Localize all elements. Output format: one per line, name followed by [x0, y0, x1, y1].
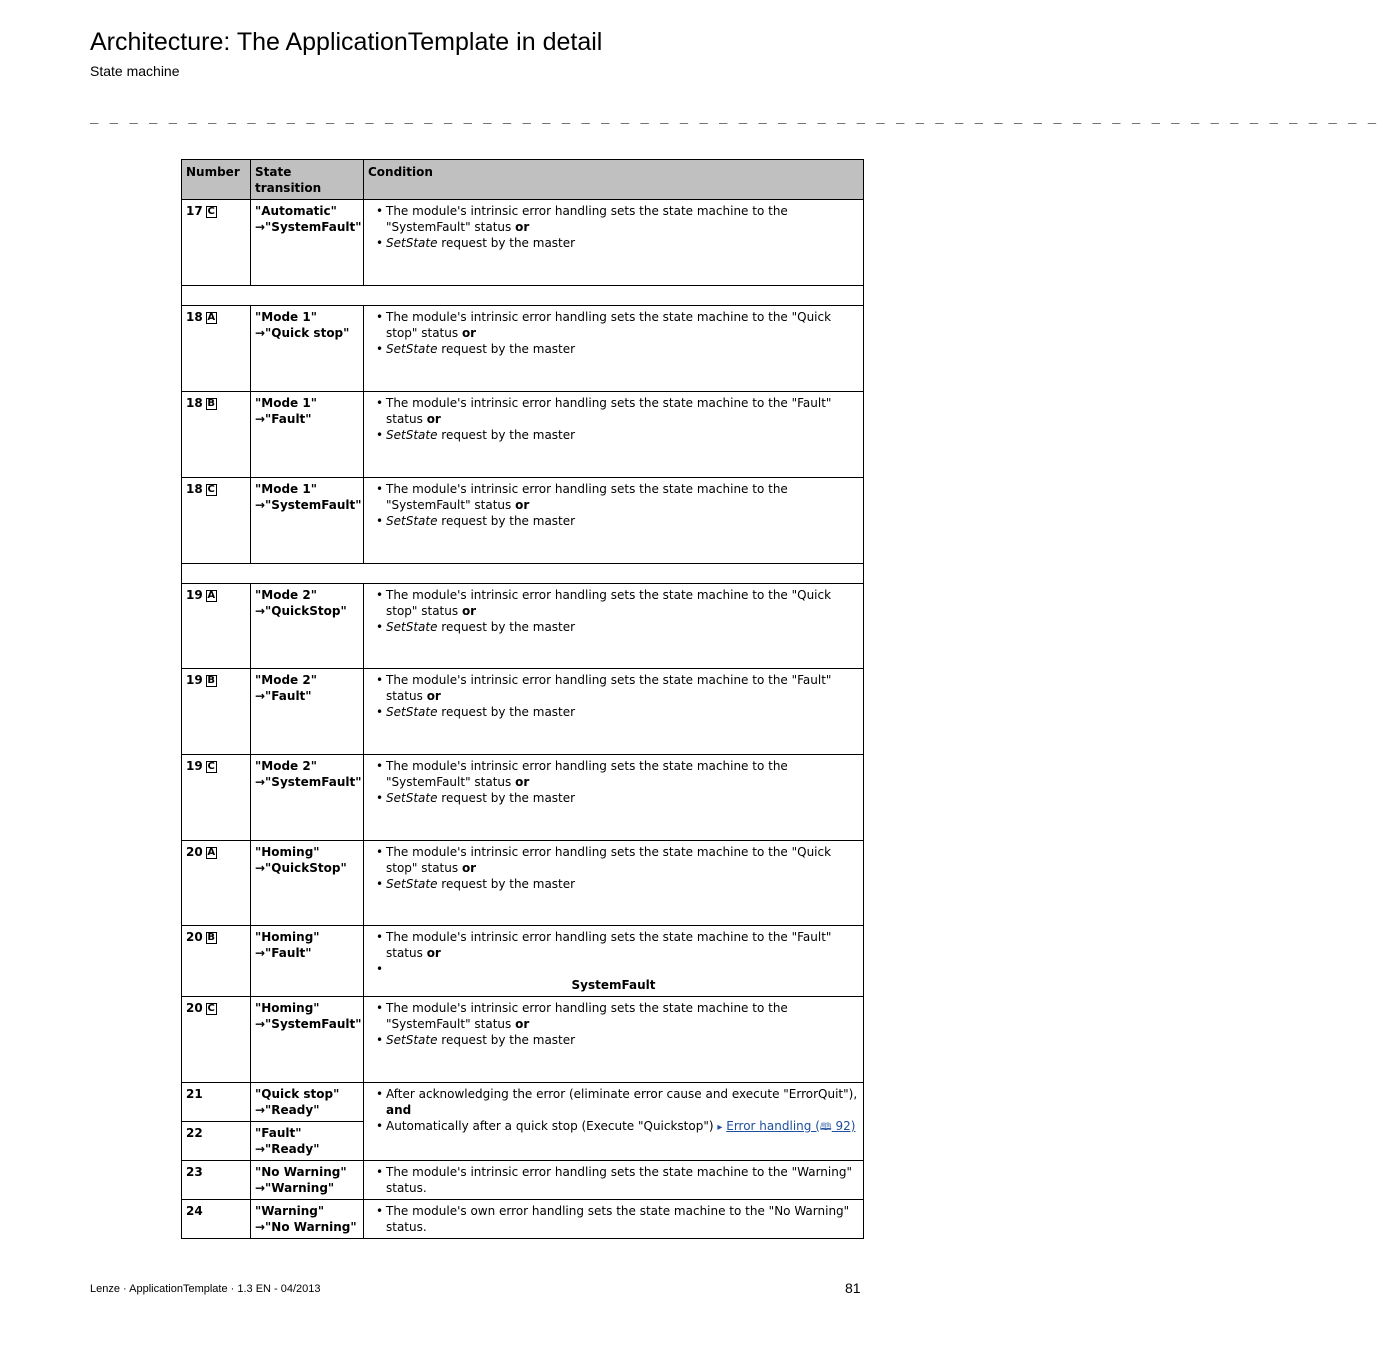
row-condition — [364, 306, 864, 392]
list-item — [386, 961, 859, 977]
list-item: • The module's intrinsic error handling sets the state machine to the "Quick stop" status or — [386, 844, 859, 876]
footer-text: Lenze · ApplicationTemplate · 1.3 EN - 04/2013 — [90, 1283, 321, 1295]
list-item: • After acknowledging the error (eliminate error cause and execute "ErrorQuit"), and — [386, 1086, 859, 1118]
table-row — [182, 926, 864, 997]
row-number: 23 — [182, 1161, 251, 1200]
row-condition — [364, 584, 864, 669]
variant-box: C — [207, 484, 215, 495]
row-number: 18 B — [182, 392, 251, 478]
row-transition: "Warning" →"No Warning" — [251, 1200, 364, 1239]
header-state-transition: State transition — [251, 160, 364, 200]
row-transition: "Mode 2" →"QuickStop" — [251, 584, 364, 669]
variant-box: C — [207, 761, 215, 772]
table-row — [182, 584, 864, 669]
variant-box: B — [207, 932, 216, 943]
row-condition — [364, 1083, 864, 1161]
table-row — [182, 306, 864, 392]
variant-box: A — [207, 590, 216, 601]
variant-box: A — [207, 847, 216, 858]
row-condition — [364, 1200, 864, 1239]
list-item: • SetState request by the master — [386, 1032, 859, 1048]
row-transition: "Automatic" →"SystemFault" — [251, 200, 364, 286]
row-condition — [364, 926, 864, 997]
page-reference-link[interactable]: 92) — [831, 1119, 856, 1133]
row-condition — [364, 669, 864, 755]
list-item: • The module's intrinsic error handling sets the state machine to the "SystemFault" status or — [386, 481, 859, 513]
table-row — [182, 841, 864, 926]
list-item: • The module's own error handling sets the state machine to the "No Warning" status. — [386, 1203, 859, 1235]
row-transition: "Mode 1" →"Quick stop" — [251, 306, 364, 392]
list-item: • SetState request by the master — [386, 790, 859, 806]
list-item: • The module's intrinsic error handling sets the state machine to the "SystemFault" status or — [386, 1000, 859, 1032]
table-header-row — [182, 160, 864, 200]
row-number: 22 — [182, 1122, 251, 1161]
row-number: 20 A — [182, 841, 251, 926]
row-condition — [364, 1161, 864, 1200]
table-row — [182, 1200, 864, 1239]
table-row — [182, 392, 864, 478]
list-item: • SetState request by the master — [386, 235, 859, 251]
row-transition: "Fault" →"Ready" — [251, 1122, 364, 1161]
row-number: 20 C — [182, 997, 251, 1083]
list-item: • Automatically after a quick stop (Execute "Quickstop") ▸ Error handling (🕮 92) — [386, 1118, 859, 1136]
list-item: • The module's intrinsic error handling sets the state machine to the "Fault" status or — [386, 929, 859, 961]
row-transition: "Mode 1" →"Fault" — [251, 392, 364, 478]
row-transition: "Mode 1" →"SystemFault" — [251, 478, 364, 564]
list-item: • SetState request by the master — [386, 427, 859, 443]
list-item: • The module's intrinsic error handling sets the state machine to the "SystemFault" status or — [386, 203, 859, 235]
spacer-row — [182, 564, 864, 584]
row-number: 20 B — [182, 926, 251, 997]
variant-box: C — [207, 1003, 215, 1014]
row-condition — [364, 997, 864, 1083]
row-transition: "Homing" →"SystemFault" — [251, 997, 364, 1083]
row-transition: "Quick stop" →"Ready" — [251, 1083, 364, 1122]
row-number: 24 — [182, 1200, 251, 1239]
row-transition: "No Warning" →"Warning" — [251, 1161, 364, 1200]
row-transition: "Homing" →"Fault" — [251, 926, 364, 997]
list-item: • The module's intrinsic error handling sets the state machine to the "Quick stop" status or — [386, 309, 859, 341]
row-condition — [364, 478, 864, 564]
row-number: 21 — [182, 1083, 251, 1122]
table-row — [182, 669, 864, 755]
row-transition: "Mode 2" →"Fault" — [251, 669, 364, 755]
row-condition — [364, 200, 864, 286]
table-row — [182, 1161, 864, 1200]
header-number: Number — [182, 160, 251, 200]
spacer-row — [182, 286, 864, 306]
list-item: • The module's intrinsic error handling sets the state machine to the "Fault" status or — [386, 395, 859, 427]
row-condition — [364, 841, 864, 926]
list-item: • The module's intrinsic error handling sets the state machine to the "Fault" status or — [386, 672, 859, 704]
dashed-divider: _ _ _ _ _ _ _ _ _ _ _ _ _ _ _ _ _ _ _ _ _ _ _ _ _ _ _ _ _ _ _ _ _ _ _ _ _ _ _ _ _ _ _ _ _ _ _ _ _ _ _ _ _ _ _ _ _ _ _ _ _ _ _ _ _ _ — [90, 108, 1378, 124]
variant-box: C — [207, 206, 215, 217]
row-condition — [364, 755, 864, 841]
variant-box: B — [207, 675, 216, 686]
row-transition: "Homing" →"QuickStop" — [251, 841, 364, 926]
row-number: 19 C — [182, 755, 251, 841]
list-item: • SetState request by the master — [386, 876, 859, 892]
list-item: • SetState request by the master — [386, 704, 859, 720]
row-number: 19 A — [182, 584, 251, 669]
row-number: 18 C — [182, 478, 251, 564]
book-icon: 🕮 — [819, 1122, 832, 1133]
row-condition — [364, 392, 864, 478]
error-handling-link[interactable]: Error handling — [726, 1119, 812, 1133]
list-item: • SetState request by the master — [386, 619, 859, 635]
page-number: 81 — [845, 1280, 861, 1296]
list-item: • The module's intrinsic error handling sets the state machine to the "SystemFault" status or — [386, 758, 859, 790]
row-number: 19 B — [182, 669, 251, 755]
header-condition: Condition — [364, 160, 864, 200]
list-item: • The module's intrinsic error handling sets the state machine to the "Warning" status. — [386, 1164, 859, 1196]
systemfault-label: SystemFault — [571, 978, 656, 992]
list-item: • SetState request by the master — [386, 513, 859, 529]
variant-box: B — [207, 398, 216, 409]
state-transition-table — [181, 159, 864, 1239]
row-number: 17 C — [182, 200, 251, 286]
list-item: • SetState request by the master — [386, 341, 859, 357]
table-row — [182, 1083, 864, 1122]
table-row — [182, 755, 864, 841]
table-row — [182, 478, 864, 564]
table-row — [182, 997, 864, 1083]
table-row — [182, 200, 864, 286]
variant-box: A — [207, 312, 216, 323]
page-title: Architecture: The ApplicationTemplate in detail — [90, 28, 603, 56]
row-transition: "Mode 2" →"SystemFault" — [251, 755, 364, 841]
list-item: • The module's intrinsic error handling sets the state machine to the "Quick stop" status or — [386, 587, 859, 619]
link-arrow-icon: ▸ — [717, 1122, 723, 1133]
section-subtitle: State machine — [90, 63, 180, 79]
row-number: 18 A — [182, 306, 251, 392]
